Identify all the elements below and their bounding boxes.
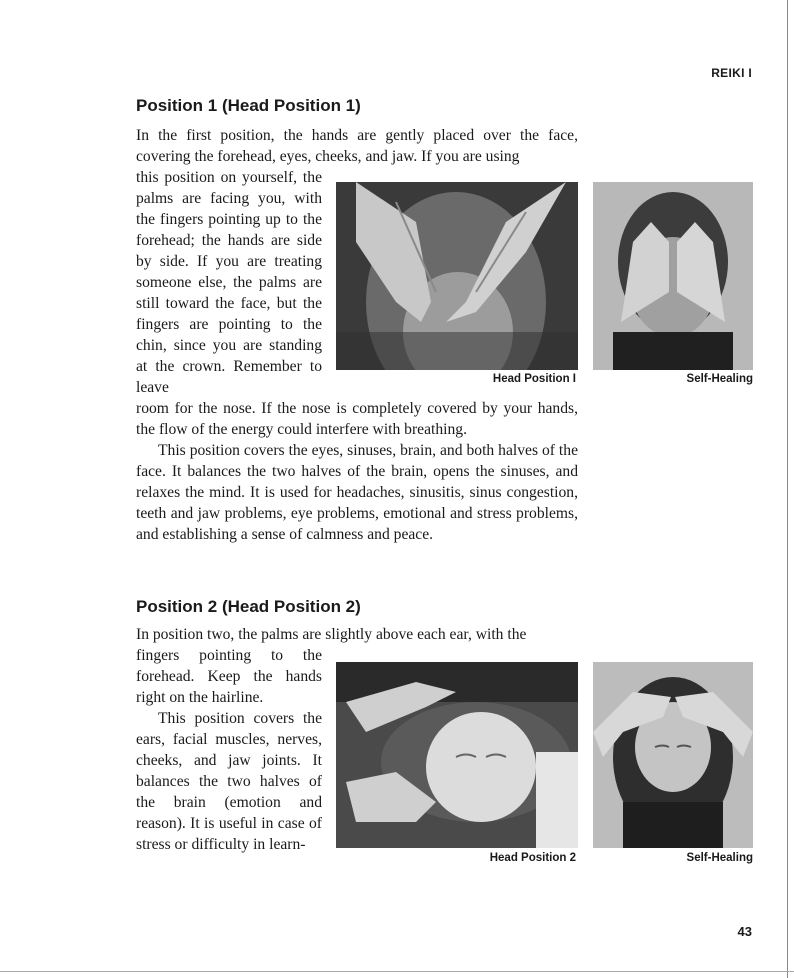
page-number: 43 bbox=[737, 924, 752, 939]
section-1-paragraph-2: This position covers the eyes, sinuses, brain, and both halves of the face. It balances the two halves of the brain, opens the sinuses, and relaxes the mind. It is used for headaches, sinusitis, sinus congestion, teeth and jaw problems, eye problems, emotional and stress problems, and establishing a sense of calmness and peace. bbox=[136, 442, 578, 543]
page-edge-right bbox=[787, 0, 788, 978]
page-edge-bottom bbox=[0, 971, 794, 972]
self-healing-2-caption: Self-Healing bbox=[686, 852, 753, 864]
head-position-2-photo bbox=[336, 662, 578, 848]
self-healing-2-photo bbox=[593, 662, 753, 848]
self-healing-1-caption: Self-Healing bbox=[686, 373, 753, 385]
head-position-1-photo bbox=[336, 182, 578, 370]
running-header: REIKI I bbox=[711, 66, 752, 80]
section-1-heading: Position 1 (Head Position 1) bbox=[136, 96, 361, 115]
section-1-intro-text: In the first position, the hands are gently placed over the face, covering the forehead, eyes, cheeks, and jaw. If you are using bbox=[136, 127, 578, 165]
section-1-wrap-text: this position on yourself, the palms are facing you, with the fingers pointing up to the forehead; the hands are side by side. If you are treating someone else, the palms are still toward the face, but the fingers are pointing to the chin, since you are standing at the crown. Remember to leave bbox=[136, 169, 322, 396]
head-position-1-caption: Head Position I bbox=[492, 373, 576, 385]
section-1-after-text: room for the nose. If the nose is completely covered by your hands, the flow of the energy could interfere with breathing. bbox=[136, 400, 578, 438]
section-2-wrap-text: fingers pointing to the forehead. Keep the hands right on the hairline. bbox=[136, 647, 322, 706]
self-healing-1-photo bbox=[593, 182, 753, 370]
head-position-2-caption: Head Position 2 bbox=[489, 852, 576, 864]
section-2-paragraph-2: This position covers the ears, facial muscles, nerves, cheeks, and jaw joints. It balances the two halves of the brain (emotion and reason). It is useful in case of stress or difficulty in learn- bbox=[136, 710, 322, 853]
section-2-heading: Position 2 (Head Position 2) bbox=[136, 597, 361, 616]
section-2-intro-text: In position two, the palms are slightly above each ear, with the bbox=[136, 626, 527, 643]
